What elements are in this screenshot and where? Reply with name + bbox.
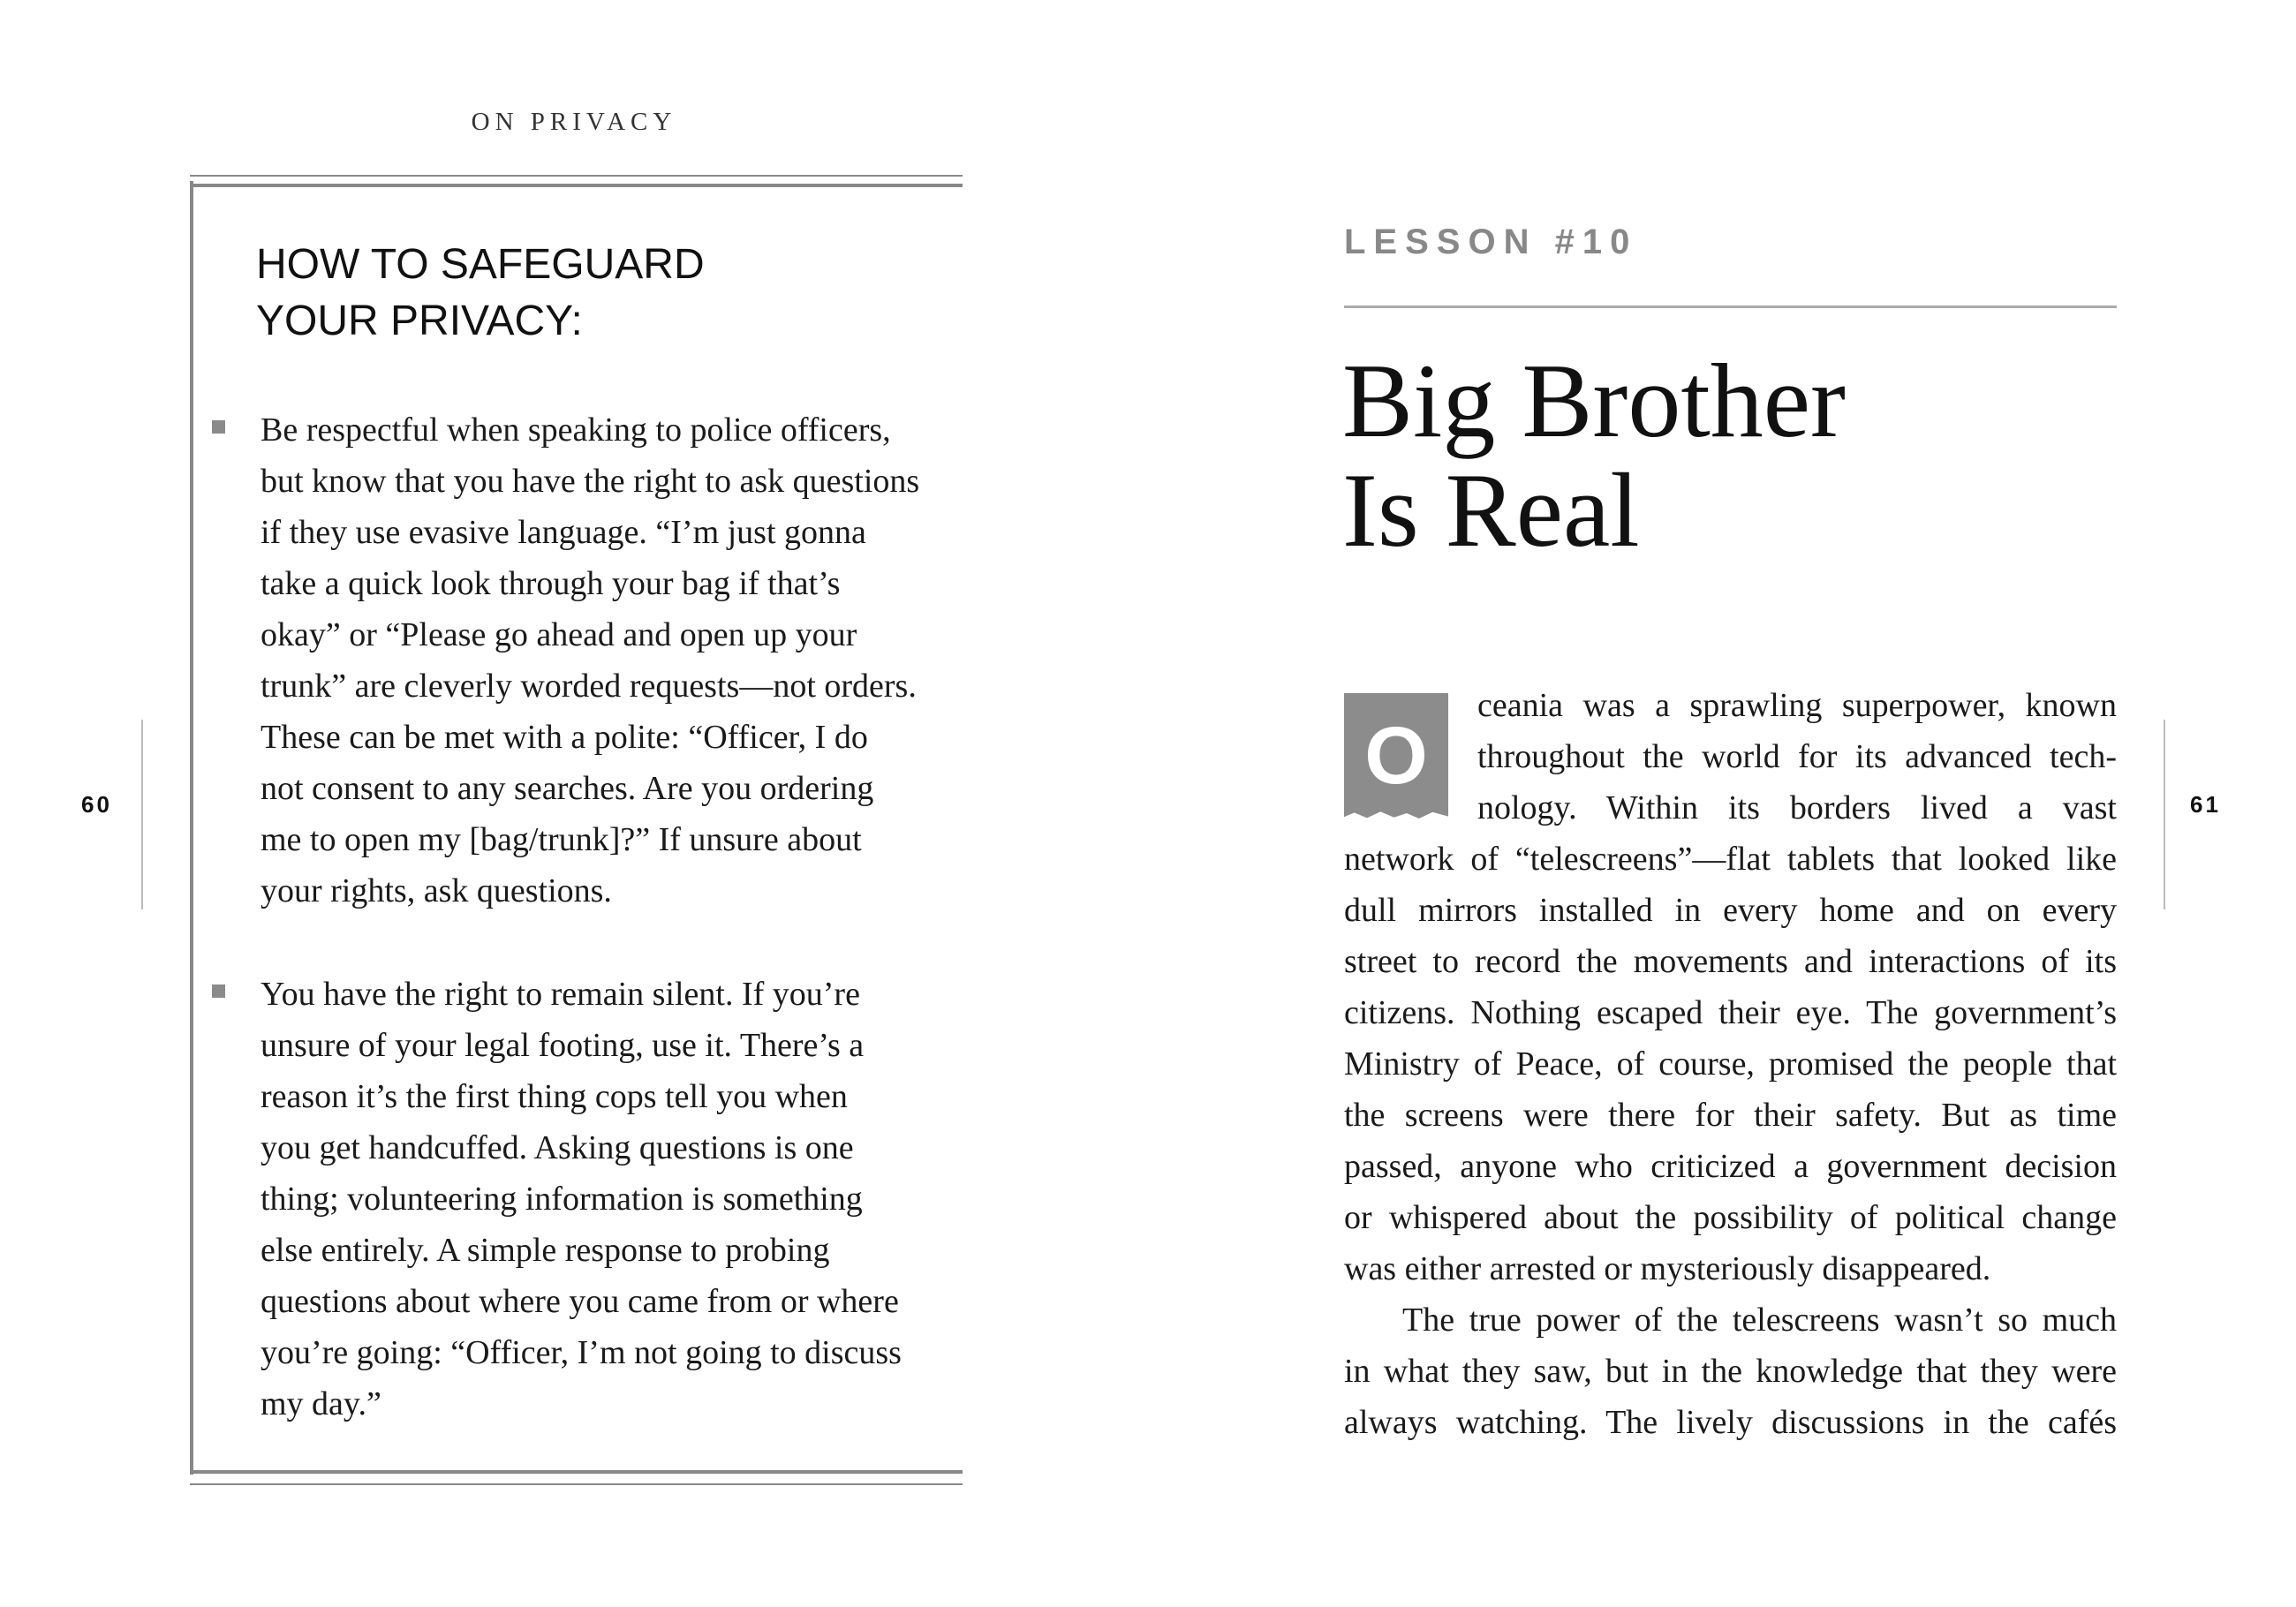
bullet-square-icon bbox=[212, 420, 225, 434]
sidebar-title bbox=[256, 237, 874, 350]
lesson-rule bbox=[1344, 306, 2117, 308]
running-head: ON PRIVACY bbox=[471, 108, 677, 136]
text-line: Be respectful when speaking to police officers, bbox=[261, 411, 891, 449]
text-line: but know that you have the right to ask questions bbox=[261, 463, 920, 500]
bullet-text bbox=[261, 404, 976, 917]
text-line: you get handcuffed. Asking questions is one bbox=[261, 1129, 854, 1166]
text-line: okay” or “Please go ahead and open up your bbox=[261, 616, 857, 653]
chapter-title-line: Is Real bbox=[1342, 451, 1640, 569]
text-line: the screens were there for their safety. But as time bbox=[1344, 1097, 2117, 1134]
page-number-right: 61 bbox=[2190, 791, 2221, 818]
text-line: These can be met with a polite: “Officer, I do bbox=[261, 719, 868, 756]
text-line: reason it’s the first thing cops tell you when bbox=[261, 1078, 848, 1115]
text-line: was either arrested or mysteriously disappeared. bbox=[1344, 1250, 1991, 1287]
text-line: unsure of your legal footing, use it. There’s a bbox=[261, 1027, 865, 1064]
sidebar-title-line: HOW TO SAFEGUARD bbox=[256, 241, 705, 288]
text-line: ceania was a sprawling superpower, known bbox=[1477, 687, 2117, 724]
text-line: throughout the world for its advanced tech- bbox=[1477, 738, 2117, 775]
bullet-square-icon bbox=[212, 985, 225, 998]
sidebar-left-rule bbox=[190, 181, 193, 1475]
text-line: You have the right to remain silent. If you’re bbox=[261, 976, 860, 1013]
text-line: me to open my [bag/trunk]?” If unsure about bbox=[261, 821, 862, 858]
sidebar-title-line: YOUR PRIVACY: bbox=[256, 298, 583, 344]
text-line: thing; volunteering information is something bbox=[261, 1181, 863, 1218]
text-line: not consent to any searches. Are you ordering bbox=[261, 770, 874, 807]
text-line: or whispered about the possibility of political change bbox=[1344, 1199, 2117, 1236]
text-line: else entirely. A simple response to probing bbox=[261, 1232, 830, 1269]
text-line: passed, anyone who criticized a government decision bbox=[1344, 1148, 2117, 1185]
lesson-label: LESSON #10 bbox=[1344, 223, 1638, 261]
sidebar-top-rule-thick bbox=[190, 184, 963, 187]
sidebar-bottom-rule-thin bbox=[190, 1483, 963, 1485]
text-line: always watching. The lively discussions in the cafés bbox=[1344, 1404, 2117, 1441]
sidebar-bottom-rule-thick bbox=[190, 1470, 963, 1474]
text-line: take a quick look through your bag if that’s bbox=[261, 565, 841, 602]
text-line: street to record the movements and interactions of its bbox=[1344, 943, 2117, 980]
paragraph-1 bbox=[1344, 834, 2117, 1294]
page-number-left: 60 bbox=[81, 791, 112, 818]
text-line: if they use evasive language. “I’m just gonna bbox=[261, 514, 866, 551]
paragraph-2 bbox=[1344, 1294, 2117, 1448]
chapter-title-line: Big Brother bbox=[1342, 342, 1846, 459]
sidebar-top-rule-thin bbox=[190, 175, 963, 177]
drop-cap: O bbox=[1344, 693, 1448, 819]
text-line: citizens. Nothing escaped their eye. The government’s bbox=[1344, 994, 2117, 1031]
text-line: your rights, ask questions. bbox=[261, 872, 612, 909]
text-line: network of “telescreens”—flat tablets that looked like bbox=[1344, 841, 2117, 878]
text-line: you’re going: “Officer, I’m not going to discuss bbox=[261, 1334, 902, 1371]
text-line: my day.” bbox=[261, 1385, 381, 1422]
chapter-title bbox=[1342, 342, 2137, 569]
text-line: The true power of the telescreens wasn’t so much bbox=[1402, 1301, 2117, 1339]
folio-rule-left bbox=[141, 720, 143, 909]
text-line: nology. Within its borders lived a vast bbox=[1477, 789, 2117, 826]
text-line: dull mirrors installed in every home and on every bbox=[1344, 892, 2117, 929]
folio-rule-right bbox=[2164, 720, 2165, 909]
bullet-text bbox=[261, 969, 976, 1430]
text-line: questions about where you came from or where bbox=[261, 1283, 899, 1320]
text-line: trunk” are cleverly worded requests—not orders. bbox=[261, 668, 917, 705]
text-line: Ministry of Peace, of course, promised the people that bbox=[1344, 1045, 2117, 1083]
text-line: in what they saw, but in the knowledge that they were bbox=[1344, 1353, 2117, 1390]
paragraph-1-indented bbox=[1477, 680, 2117, 834]
